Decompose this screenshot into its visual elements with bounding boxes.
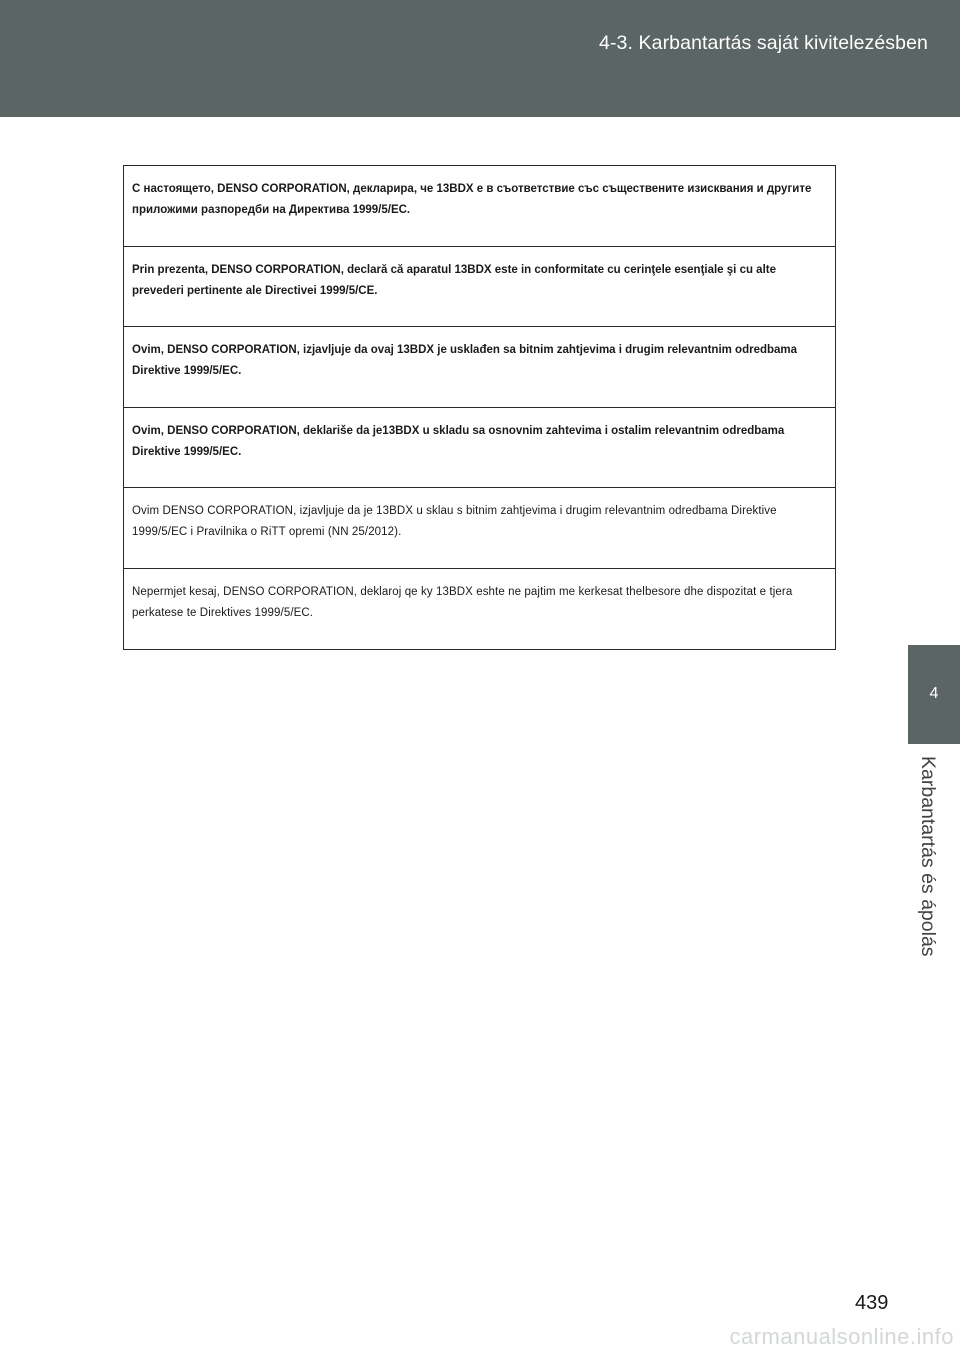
declaration-row-albanian — [124, 569, 835, 650]
watermark: carmanualsonline.info — [729, 1324, 954, 1349]
declaration-text: Ovim DENSO CORPORATION, izjavljuje da je 13BDX u sklau s bitnim zahtjevima i drugim relevantnim odredbama Direktive 1999/5/EC i Pravilnika o RiTT opremi (NN 25/2012). — [132, 505, 777, 538]
declaration-row-serbian — [124, 408, 835, 489]
declaration-text: С настоящето, DENSO CORPORATION, декларира, че 13BDX е в съответствие със съществените изисквания и другите приложими разпоредби на Директива 1999/5/EC. — [132, 183, 812, 216]
chapter-label-tab — [908, 744, 960, 1000]
chapter-tab — [908, 645, 960, 744]
declaration-text: Ovim, DENSO CORPORATION, deklariše da je13BDX u skladu sa osnovnim zahtevima i ostalim relevantnim odredbama Direktive 1999/5/EC. — [132, 424, 785, 458]
declaration-row-romanian — [124, 247, 835, 328]
declaration-text: Prin prezenta, DENSO CORPORATION, declară că aparatul 13BDX este in conformitate cu cerinţele esenţiale şi cu alte prevederi pertinente ale Directivei 1999/5/CE. — [132, 263, 776, 297]
section-title: 4-3. Karbantartás saját kivitelezésben — [599, 32, 928, 54]
declaration-row-bulgarian — [124, 166, 835, 247]
chapter-label: Karbantartás és ápolás — [917, 756, 939, 957]
declaration-text: Ovim, DENSO CORPORATION, izjavljuje da ovaj 13BDX je usklađen sa bitnim zahtjevima i drugim relevantnim odredbama Direktive 1999/5/EC. — [132, 344, 798, 377]
page-number: 439 — [855, 1292, 889, 1314]
declaration-row-croatian — [124, 488, 835, 569]
declaration-row-bosnian — [124, 327, 835, 408]
chapter-number: 4 — [929, 685, 939, 702]
header-band — [0, 0, 960, 117]
declarations-table — [123, 165, 836, 650]
declaration-text: Nepermjet kesaj, DENSO CORPORATION, deklaroj qe ky 13BDX eshte ne pajtim me kerkesat thelbesore dhe dispozitat e tjera perkatese te Direktives 1999/5/EC. — [132, 585, 793, 619]
